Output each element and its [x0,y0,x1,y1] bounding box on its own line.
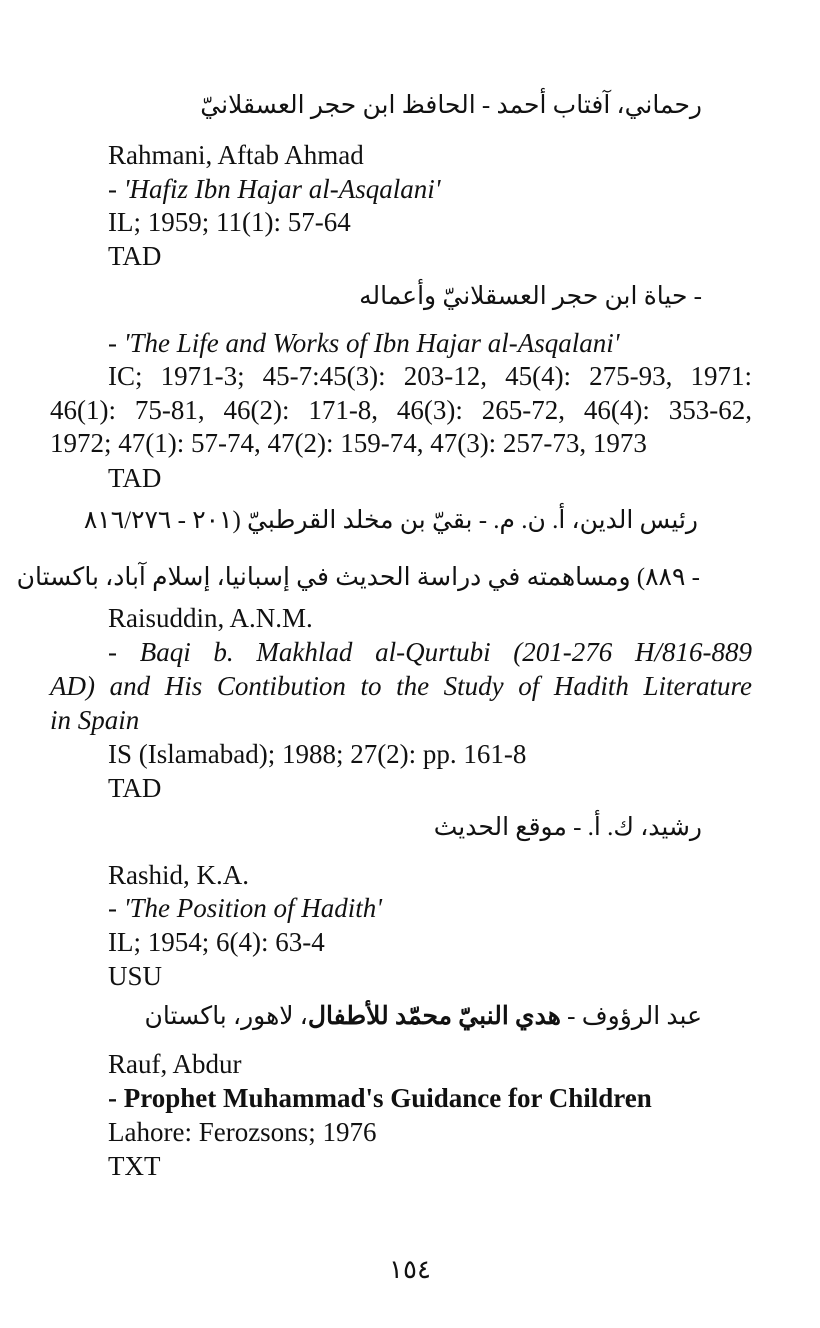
entry-1-publication: IL; 1959; 11(1): 57-64 [108,207,351,237]
entry-3-title-line-3: in Spain [50,705,140,735]
entry-5-title: - Prophet Muhammad's Guidance for Children [108,1083,652,1113]
entry-4-code: USU [108,961,163,991]
entry-3-code: TAD [108,773,162,803]
entry-3-author: Raisuddin, A.N.M. [108,603,313,633]
entry-2-code: TAD [108,463,162,493]
entry-4-author: Rashid, K.A. [108,860,249,890]
entry-2-publication-line-2: 46(1): 75-81, 46(2): 171-8, 46(3): 265-72, 46(4): 353-62, [50,395,752,425]
entry-2-title: - 'The Life and Works of Ibn Hajar al-Asqalani' [108,328,620,358]
entry-1-arabic: رحماني، آفتاب أحمد - الحافظ ابن حجر العسقلانيّ [200,92,702,119]
entry-3-title-line-2: AD) and His Contibution to the Study of Hadith Literature [50,671,752,701]
entry-3-arabic-line-1: رئيس الدين، أ. ن. م. - بقيّ بن مخلد القرطبيّ (٢٠١ - ٨١٦/٢٧٦ [83,507,698,534]
entry-5-arabic-author: عبد الرؤوف - [560,1003,702,1030]
entry-4-title: - 'The Position of Hadith' [108,893,383,923]
entry-1-author: Rahmani, Aftab Ahmad [108,140,364,170]
entry-1-code: TAD [108,241,162,271]
entry-2-publication-line-3: 1972; 47(1): 57-74, 47(2): 159-74, 47(3): 257-73, 1973 [50,428,647,458]
entry-3-title-line-1: - Baqi b. Makhlad al-Qurtubi (201-276 H/816-889 [108,637,752,667]
entry-5-author: Rauf, Abdur [108,1049,242,1079]
entry-5-arabic-title: هدي النبيّ محمّد للأطفال [307,1003,561,1030]
entry-4-arabic: رشيد، ك. أ. - موقع الحديث [433,814,702,841]
entry-5-arabic-place: ، لاهور، باكستان [144,1003,308,1030]
entry-1-title: - 'Hafiz Ibn Hajar al-Asqalani' [108,174,441,204]
entry-5-code: TXT [108,1151,161,1181]
page-number: ١٥٤ [389,1255,431,1284]
entry-5-publication: Lahore: Ferozsons; 1976 [108,1117,377,1147]
entry-3-arabic-line-2: - ٨٨٩) ومساهمته في دراسة الحديث في إسبانيا، إسلام آباد، باكستان [16,564,700,591]
entry-3-publication: IS (Islamabad); 1988; 27(2): pp. 161-8 [108,739,527,769]
entry-2-arabic: - حياة ابن حجر العسقلانيّ وأعماله [359,283,702,310]
entry-4-publication: IL; 1954; 6(4): 63-4 [108,927,325,957]
entry-5-arabic [144,1001,702,1033]
entry-2-publication-line-1: IC; 1971-3; 45-7:45(3): 203-12, 45(4): 275-93, 1971: [108,361,752,391]
